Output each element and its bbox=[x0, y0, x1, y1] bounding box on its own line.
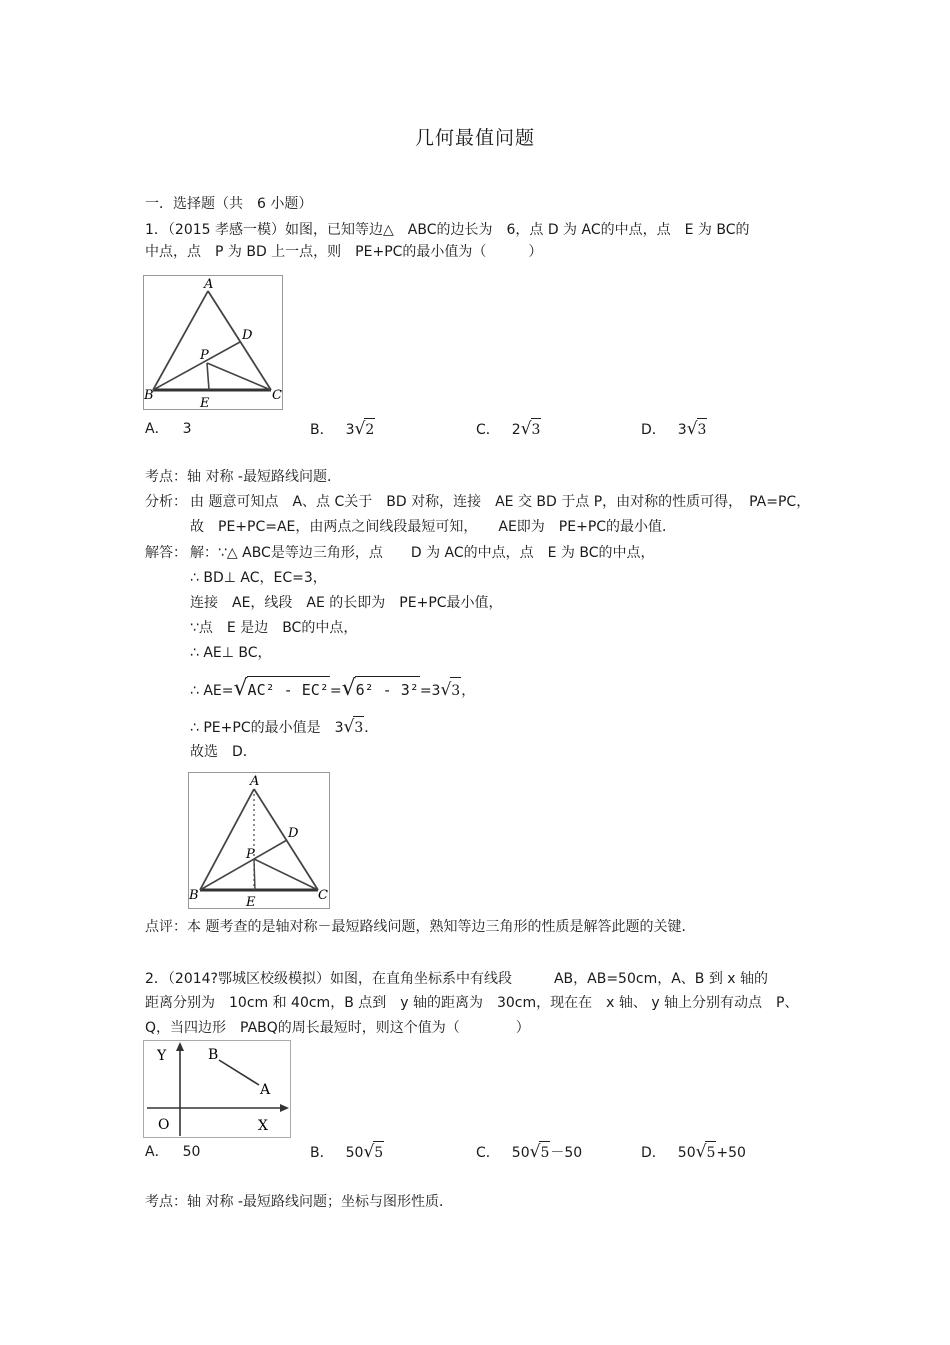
q1-triangle-figure bbox=[143, 275, 283, 410]
label-X: X bbox=[258, 1118, 268, 1134]
sqrt-icon: √ bbox=[695, 1142, 707, 1162]
label-A: A bbox=[250, 774, 260, 789]
q1-jieda-line: 解：∵△ ABC是等边三角形，点 D 为 AC的中点，点 E 为 BC的中点， bbox=[190, 545, 655, 561]
label-E: E bbox=[246, 895, 256, 909]
q1-jieda-line: ∴ AE⊥ BC， bbox=[190, 645, 272, 661]
q1-option-c[interactable]: C． 2√3 bbox=[476, 419, 541, 439]
label-B: B bbox=[189, 888, 199, 903]
q1-option-d[interactable]: D． 3√3 bbox=[641, 419, 707, 439]
q2-option-d[interactable]: D． 50√5+50 bbox=[641, 1142, 746, 1162]
label-B: B bbox=[144, 388, 154, 403]
q1-fenxi-line1: 由 题意可知点 A、点 C关于 BD 对称，连接 AE 交 BD 于点 P，由对称的性质可得， PA=PC， bbox=[190, 494, 811, 510]
q1-fenxi-line2: 故 PE+PC=AE，由两点之间线段最短可知， AE即为 PE+PC的最小值． bbox=[190, 519, 677, 535]
sqrt-icon: √ bbox=[354, 419, 366, 439]
section-heading: 一．选择题（共 6 小题） bbox=[145, 196, 313, 212]
label-D: D bbox=[288, 826, 299, 841]
q1-option-b[interactable]: B． 3√2 bbox=[310, 419, 375, 439]
label-E: E bbox=[200, 396, 210, 410]
q1-min-value: ∴ PE+PC的最小值是 3√3． bbox=[190, 717, 379, 737]
sqrt-icon: √ bbox=[341, 676, 356, 701]
q1-solution-figure bbox=[188, 772, 330, 909]
label-D: D bbox=[242, 328, 253, 343]
q1-jieda-line: ∵点 E 是边 BC的中点， bbox=[190, 620, 358, 636]
q1-choose: 故选 D． bbox=[190, 744, 257, 760]
sqrt-icon: √ bbox=[686, 419, 698, 439]
q2-kaodian: 考点：轴 对称 -最短路线问题；坐标与图形性质． bbox=[145, 1194, 453, 1210]
q1-stem-line2: 中点，点 P 为 BD 上一点，则 PE+PC的最小值为（ ） bbox=[145, 244, 543, 260]
q1-stem-line1: 1．（2015 孝感一模）如图，已知等边△ ABC的边长为 6，点 D 为 AC的中点，点 E 为 BC的 bbox=[145, 222, 750, 238]
label-A: A bbox=[260, 1082, 271, 1098]
label-O: O bbox=[158, 1117, 170, 1133]
label-P: P bbox=[200, 348, 209, 363]
q2-coordinate-figure bbox=[143, 1040, 291, 1138]
q1-kaodian: 考点：轴 对称 -最短路线问题． bbox=[145, 469, 341, 485]
q1-ae-formula: ∴ AE=√AC² - EC²=√6² - 3²=3√3， bbox=[190, 676, 475, 704]
label-C: C bbox=[272, 388, 282, 403]
q1-option-a[interactable]: A． 3 bbox=[145, 421, 192, 437]
q2-option-c[interactable]: C． 50√5－50 bbox=[476, 1142, 583, 1162]
q1-dianping: 点评：本 题考查的是轴对称－最短路线问题，熟知等边三角形的性质是解答此题的关键． bbox=[145, 919, 696, 935]
page-title: 几何最值问题 bbox=[414, 127, 535, 149]
sqrt-icon: √ bbox=[529, 1142, 541, 1162]
sqrt-icon: √ bbox=[343, 717, 355, 737]
sqrt-icon: √ bbox=[520, 419, 532, 439]
sqrt-icon: √ bbox=[233, 676, 248, 701]
sqrt-icon: √ bbox=[363, 1142, 375, 1162]
q2-stem-line1: 2．（2014?鄂城区校级模拟）如图，在直角坐标系中有线段 AB，AB=50cm，A、B 到 x 轴的 bbox=[145, 971, 769, 987]
sqrt-icon: √ bbox=[440, 680, 452, 700]
q2-stem-line3: Q，当四边形 PABQ的周长最短时，则这个值为（ ） bbox=[145, 1020, 530, 1036]
q2-stem-line2: 距离分别为 10cm 和 40cm，B 点到 y 轴的距离为 30cm，现在在 x 轴、 y 轴上分别有动点 P、 bbox=[145, 995, 799, 1011]
q1-jieda-line: ∴ BD⊥ AC，EC=3， bbox=[190, 570, 327, 586]
label-Y: Y bbox=[157, 1048, 167, 1064]
q1-jieda-label: 解答： bbox=[145, 545, 187, 561]
q1-fenxi-label: 分析： bbox=[145, 494, 187, 510]
q1-jieda-line: 连接 AE，线段 AE 的长即为 PE+PC最小值， bbox=[190, 595, 503, 611]
label-B: B bbox=[208, 1047, 219, 1063]
label-A: A bbox=[204, 277, 214, 292]
q2-option-b[interactable]: B． 50√5 bbox=[310, 1142, 384, 1162]
label-P: P bbox=[246, 847, 255, 862]
label-C: C bbox=[318, 888, 328, 903]
q2-option-a[interactable]: A． 50 bbox=[145, 1144, 201, 1160]
